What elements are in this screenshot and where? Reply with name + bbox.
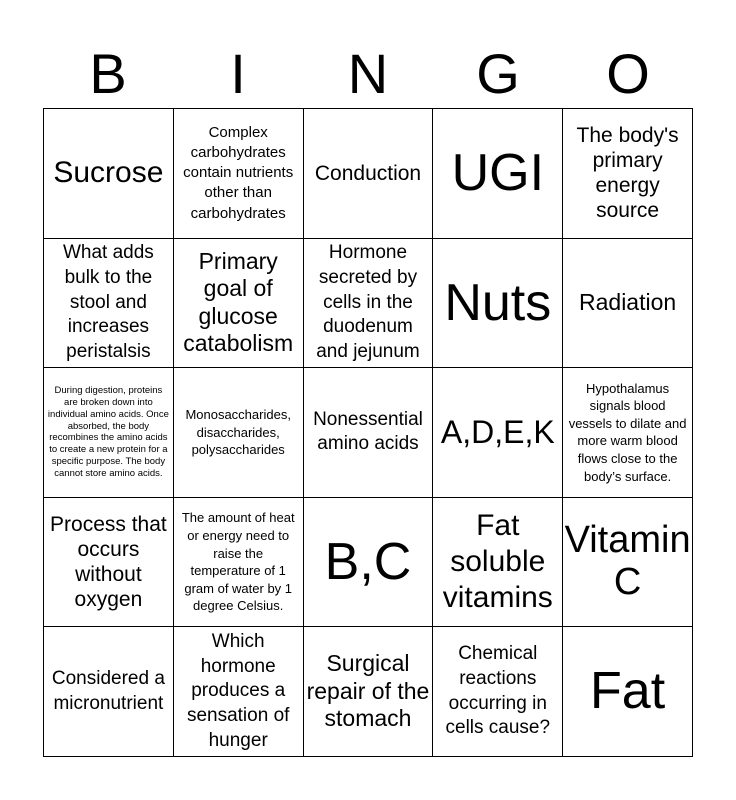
bingo-cell[interactable] (563, 109, 693, 239)
bingo-cell[interactable] (44, 109, 174, 239)
cell-text: Fat soluble vitamins (442, 509, 553, 615)
bingo-cell[interactable] (44, 627, 174, 757)
cell-text: Radiation (579, 289, 677, 316)
bingo-cell[interactable] (563, 239, 693, 369)
cell-text: The body's primary energy source (576, 123, 679, 223)
bingo-cell[interactable] (433, 627, 563, 757)
cell-text: The amount of heat or energy need to raise the temperature of 1 gram of water by 1 degree Celsius. (181, 510, 295, 614)
cell-text: Hypothalamus signals blood vessels to dilate and more warm blood flows close to the body’s surface. (568, 380, 687, 484)
cell-text: Primary goal of glucose catabolism (183, 247, 294, 357)
cell-text: What adds bulk to the stool and increases peristalsis (62, 242, 154, 362)
bingo-cell[interactable] (304, 109, 434, 239)
cell-text: Conduction (314, 161, 422, 185)
bingo-cell[interactable] (563, 627, 693, 757)
cell-text: B,C (324, 532, 412, 591)
cell-text: A,D,E,K (440, 414, 555, 451)
bingo-cell[interactable] (433, 239, 563, 369)
bingo-cell[interactable] (44, 239, 174, 369)
bingo-cell[interactable] (563, 498, 693, 628)
cell-text: Surgical repair of the stomach (306, 650, 430, 732)
header-letter-o: O (606, 42, 650, 105)
bingo-cell[interactable] (174, 109, 304, 239)
cell-text: Considered a micronutrient (51, 668, 165, 714)
bingo-cell[interactable] (44, 368, 174, 498)
header-letter-g: G (476, 42, 520, 105)
bingo-cell[interactable] (174, 368, 304, 498)
cell-text: During digestion, proteins are broken down into individual amino acids. Once absorbed, the body recombines the amino acids to create a new protein for a specific purpose. The body cannot store amino acids. (47, 384, 169, 480)
bingo-cell[interactable] (433, 109, 563, 239)
bingo-cell[interactable] (563, 368, 693, 498)
bingo-cell[interactable] (304, 368, 434, 498)
bingo-cell[interactable] (174, 498, 304, 628)
bingo-cell[interactable] (433, 368, 563, 498)
bingo-cell[interactable] (174, 627, 304, 757)
cell-text: Sucrose (53, 156, 164, 190)
bingo-cell[interactable] (304, 498, 434, 628)
cell-text: Hormone secreted by cells in the duodenum and jejunum (316, 242, 420, 362)
cell-text: Monosaccharides, disaccharides, polysaccharides (185, 407, 291, 458)
bingo-cell[interactable] (433, 498, 563, 628)
bingo-cell[interactable] (304, 239, 434, 369)
bingo-cell[interactable] (174, 239, 304, 369)
bingo-cell[interactable] (304, 627, 434, 757)
header-letter-n: N (347, 42, 389, 105)
cell-text: Nonessential amino acids (313, 408, 423, 455)
cell-text: Process that occurs without oxygen (50, 512, 167, 612)
bingo-cell[interactable] (44, 498, 174, 628)
cell-text: Fat (590, 662, 666, 721)
cell-text: Complex carbohydrates contain nutrients other than carbohydrates (183, 123, 294, 222)
cell-text: UGI (451, 144, 545, 202)
header-letter-i: I (230, 42, 246, 105)
cell-text: Which hormone produces a sensation of hunger (186, 630, 290, 751)
header-letter-b: B (89, 42, 127, 105)
bingo-header (43, 40, 693, 108)
cell-text: Chemical reactions occurring in cells cause? (445, 643, 551, 739)
cell-text: Nuts (444, 273, 552, 332)
cell-text: Vitamin C (564, 519, 691, 604)
bingo-board (43, 108, 693, 757)
